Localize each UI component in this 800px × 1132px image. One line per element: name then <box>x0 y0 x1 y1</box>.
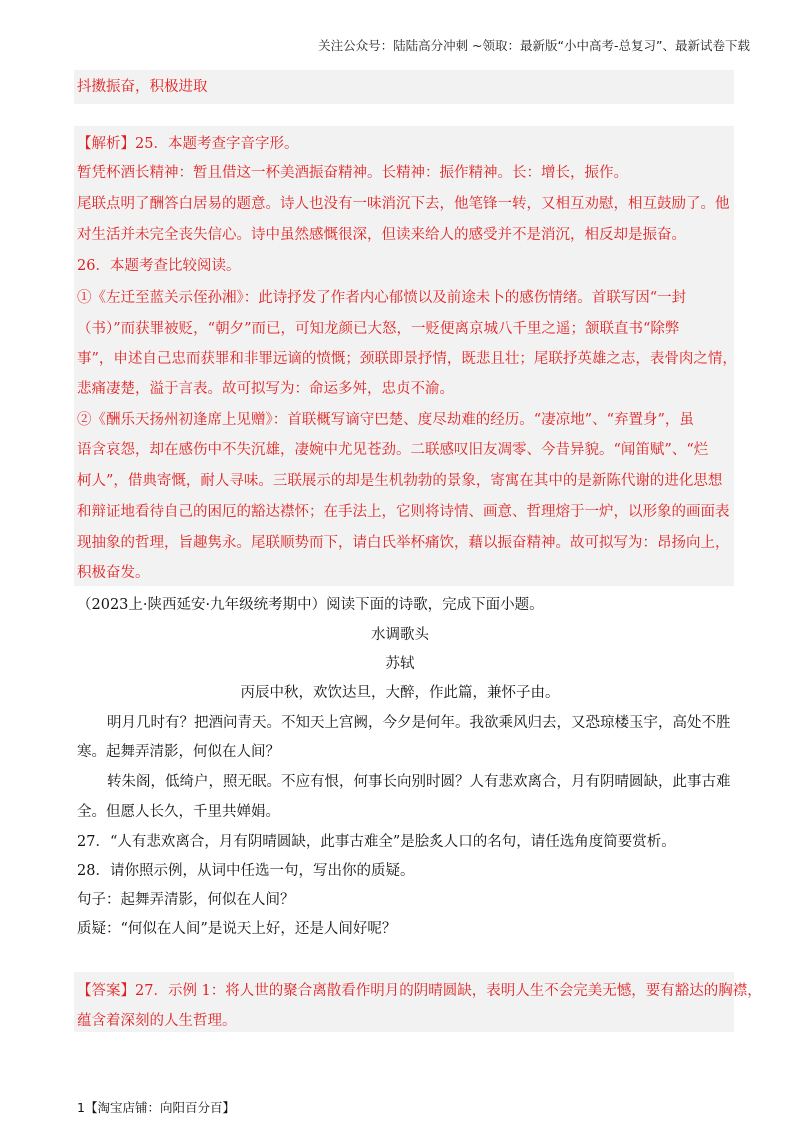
poem-stanza-line: 全。但愿人长久，千里共婵娟。 <box>77 804 280 820</box>
page-footer: 1【淘宝店铺：向阳百分百】 <box>77 1100 235 1115</box>
question-intro: （2023上·陕西延安·九年级统考期中）阅读下面的诗歌，完成下面小题。 <box>77 597 544 613</box>
poem-stanza-line: 寒。起舞弄清影，何似在人间？ <box>77 744 280 760</box>
question-28: 28．请你照示例，从词中任选一句，写出你的质疑。 <box>77 863 415 879</box>
poem-stanza-line: 明月几时有？把酒问青天。不知天上宫阙，今夕是何年。我欲乘风归去，又恐琼楼玉宇，高处不胜 <box>107 715 731 731</box>
analysis-line: 和辩证地看待自己的困厄的豁达襟怀；在手法上，它则将诗情、画意、哲理熔于一炉，以形象的画面表 <box>77 504 730 520</box>
example-doubt: 质疑：“何似在人间”是说天上好，还是人间好呢？ <box>77 921 397 937</box>
page-header: 关注公众号：陆陆高分冲刺 ~领取：最新版“小中高考-总复习”、最新试卷下载 <box>318 38 750 53</box>
poem-author: 苏轼 <box>385 656 415 672</box>
analysis-line: 现抽象的哲理，旨趣隽永。尾联顺势而下，请白氏举杯痛饮，藉以振奋精神。故可拟写为：昂扬向上， <box>77 535 730 551</box>
poem-stanza-line: 转朱阁，低绮户，照无眠。不应有恨，何事长向别时圆？人有悲欢离合，月有阴晴圆缺，此事古难 <box>107 774 731 790</box>
analysis-line: ①《左迁至蓝关示侄孙湘》：此诗抒发了作者内心郁愤以及前途未卜的感伤情绪。首联写因“一封 <box>77 290 687 306</box>
analysis-line: 暂凭杯酒长精神：暂且借这一杯美酒振奋精神。长精神：振作精神。长：增长，振作。 <box>77 165 628 181</box>
analysis-line: 事”，申述自己忠而获罪和非罪远谪的愤慨；颈联即景抒情，既悲且壮；尾联抒英雄之志，表骨肉之情， <box>77 351 737 367</box>
poem-title: 水调歌头 <box>371 627 429 643</box>
analysis-line: 积极奋发。 <box>77 565 150 581</box>
answer-line: 蕴含着深刻的人生哲理。 <box>77 1013 237 1029</box>
analysis-line: 语含哀怨，却在感伤中不失沉雄，凄婉中尤见苍劲。二联感叹旧友凋零、今昔异貌。“闻笛赋”、“烂 <box>77 442 709 458</box>
analysis-line: （书）”而获罪被贬，“朝夕”而已，可知龙颜已大怒，一贬便离京城八千里之遥；颔联直书“除弊 <box>77 321 680 337</box>
analysis-line: 对生活并未完全丧失信心。诗中虽然感慨很深，但读来给人的感受并不是消沉，相反却是振奋。 <box>77 227 686 243</box>
analysis-line: 悲痛凄楚，溢于言表。故可拟写为：命运多舛，忠贞不渝。 <box>77 381 454 397</box>
analysis-line: ②《酬乐天扬州初逢席上见赠》：首联概写谪守巴楚、度尽劫难的经历。“凄凉地”、“弃置身”，虽 <box>77 412 694 428</box>
example-sentence: 句子：起舞弄清影，何似在人间？ <box>77 892 295 908</box>
analysis-line: 尾联点明了酬答白居易的题意。诗人也没有一味消沉下去，他笔锋一转，又相互劝慰，相互鼓励了。他 <box>77 196 730 212</box>
analysis-line: 26．本题考查比较阅读。 <box>77 258 241 274</box>
question-27: 27．“人有悲欢离合，月有阴晴圆缺，此事古难全”是脍炙人口的名句，请任选角度简要赏析。 <box>77 834 676 850</box>
analysis-heading: 【解析】25．本题考查字音字形。 <box>77 136 299 152</box>
answer-heading: 【答案】27．示例 1：将人世的聚合离散看作明月的阴晴圆缺，表明人生不会完美无憾，要有豁达的胸襟， <box>77 983 762 999</box>
analysis-line: 柯人”，借典寄慨，耐人寻味。三联展示的却是生机勃勃的景象，寄寓在其中的是新陈代谢的进化思想 <box>77 473 723 489</box>
poem-preface: 丙辰中秋，欢饮达旦，大醉，作此篇，兼怀子由。 <box>240 685 560 701</box>
answer-line: 抖擞振奋，积极进取 <box>77 79 208 95</box>
